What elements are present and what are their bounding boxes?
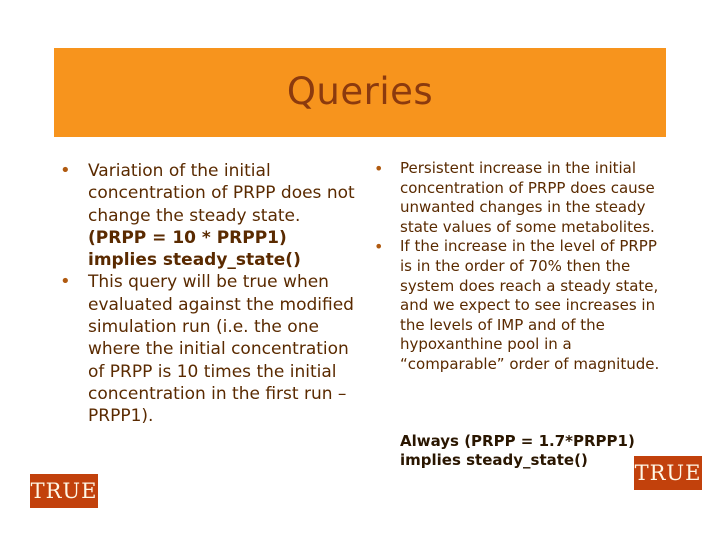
left-bullet-2 xyxy=(58,271,358,427)
true-badge-right: TRUE xyxy=(634,456,702,490)
bullet-icon: • xyxy=(60,271,71,293)
left-bullet-1-text: Variation of the initial concentration of PRPP does not change the steady state. xyxy=(88,161,355,226)
right-query-line-2: implies steady_state() xyxy=(400,451,588,469)
right-bullet-2 xyxy=(370,237,670,374)
left-bullet-2-text: This query will be true when evaluated against the modified simulation run (i.e. the one where the initial concentration of PRPP is 10 times the initial concentration in the first run – PRPP1). xyxy=(88,272,354,427)
slide-title: Queries xyxy=(286,70,434,113)
right-bullet-2-text: If the increase in the level of PRPP is in the order of 70% then the system does reach a steady state, and we expect to see increases in the levels of IMP and of the hypoxanthine pool in a “comparable” order of magnitude. xyxy=(400,237,660,373)
left-query-statement: (PRPP = 10 * PRPP1) implies steady_state() xyxy=(88,227,301,271)
title-banner xyxy=(54,48,666,137)
bullet-icon: • xyxy=(374,237,384,257)
bullet-icon: • xyxy=(60,160,71,181)
right-bullet-1-text: Persistent increase in the initial concentration of PRPP does cause unwanted changes in the steady state values of some metabolites. xyxy=(400,159,655,236)
right-query-line-1: Always (PRPP = 1.7*PRPP1) xyxy=(400,432,635,450)
left-bullet-1 xyxy=(58,160,358,271)
right-column xyxy=(370,159,670,375)
left-column xyxy=(58,160,358,428)
true-badge-left: TRUE xyxy=(30,474,98,508)
right-bullet-1 xyxy=(370,159,670,237)
bullet-icon: • xyxy=(374,159,384,178)
